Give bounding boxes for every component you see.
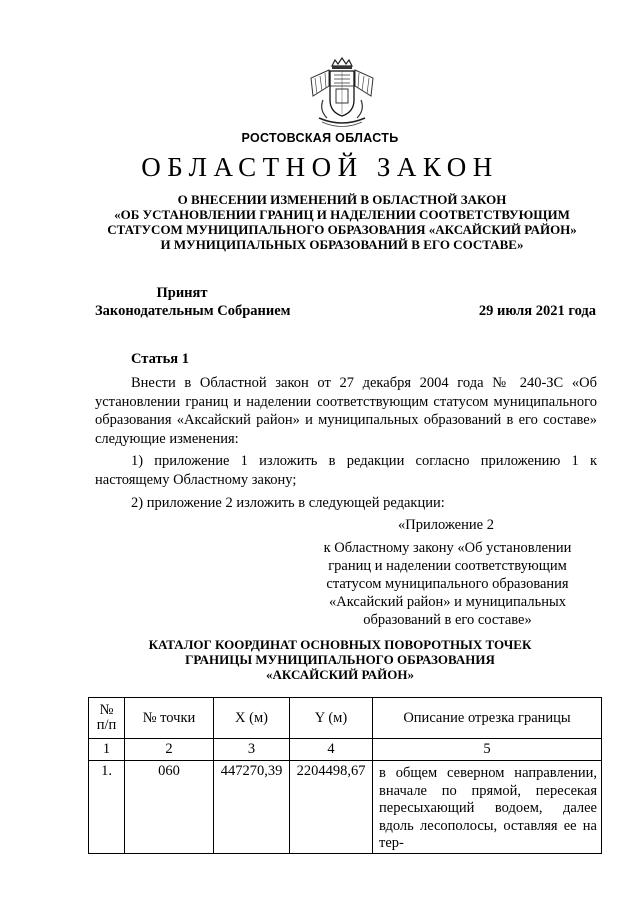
column-number: 5 bbox=[373, 739, 602, 761]
segment-description: в общем северном направлении, вначале по прямой, пересекая пересыхающий водоем, далее вдоль лесополосы, оставляя ее на тер- bbox=[373, 761, 602, 854]
appendix-reference-line: к Областному закону «Об установлении bbox=[323, 540, 572, 556]
column-numbers-row bbox=[89, 739, 602, 761]
y-coordinate: 2204498,67 bbox=[290, 761, 373, 854]
column-header-description: Описание отрезка границы bbox=[373, 698, 602, 739]
catalog-title bbox=[80, 637, 600, 682]
column-header-number-line: п/п bbox=[96, 717, 117, 733]
article-intro-paragraph bbox=[95, 374, 597, 448]
point-number: 060 bbox=[125, 761, 214, 854]
adopted-label: Принят bbox=[156, 285, 208, 301]
coat-of-arms-emblem bbox=[305, 56, 379, 130]
row-number: 1. bbox=[89, 761, 125, 854]
column-header-number-line: № bbox=[99, 702, 114, 718]
region-name: РОСТОВСКАЯ ОБЛАСТЬ bbox=[241, 131, 399, 145]
column-number: 3 bbox=[214, 739, 290, 761]
table-header-row bbox=[89, 698, 602, 739]
catalog-title-line: «АКСАЙСКИЙ РАЙОН» bbox=[265, 667, 415, 682]
column-number: 4 bbox=[290, 739, 373, 761]
law-type-heading: ОБЛАСТНОЙ ЗАКОН bbox=[141, 152, 499, 182]
article-item-2 bbox=[95, 494, 597, 513]
column-number: 1 bbox=[89, 739, 125, 761]
appendix-reference-line: границ и наделении соответствующим bbox=[328, 558, 567, 574]
adopted-by-body: Законодательным Собранием bbox=[95, 303, 291, 319]
law-title-line: И МУНИЦИПАЛЬНЫХ ОБРАЗОВАНИЙ В ЕГО СОСТАВЕ» bbox=[160, 237, 524, 252]
article-intro-text: Внести в Областной закон от 27 декабря 2004 года № 240-ЗС «Об установлении границ и наделении соответствующим статусом муниципального образования «Аксайский район» и муниципальных образований в его составе» следующие изменения: bbox=[95, 375, 597, 447]
catalog-title-line: ГРАНИЦЫ МУНИЦИПАЛЬНОГО ОБРАЗОВАНИЯ bbox=[185, 652, 495, 667]
appendix-reference-line: статусом муниципального образования bbox=[326, 576, 569, 592]
law-title-line: СТАТУСОМ МУНИЦИПАЛЬНОГО ОБРАЗОВАНИЯ «АКСАЙСКИЙ РАЙОН» bbox=[107, 222, 577, 237]
appendix-heading: «Приложение 2 bbox=[398, 517, 494, 533]
law-title-line: «ОБ УСТАНОВЛЕНИИ ГРАНИЦ И НАДЕЛЕНИИ СООТВЕТСТВУЮЩИМ bbox=[114, 207, 570, 222]
law-title bbox=[70, 192, 614, 252]
article-heading: Статья 1 bbox=[131, 351, 189, 367]
column-header-y: Y (м) bbox=[290, 698, 373, 739]
table-row bbox=[89, 761, 602, 854]
column-header-number bbox=[89, 698, 125, 739]
coordinates-table bbox=[88, 697, 602, 854]
catalog-title-line: КАТАЛОГ КООРДИНАТ ОСНОВНЫХ ПОВОРОТНЫХ ТОЧЕК bbox=[148, 637, 532, 652]
adoption-date: 29 июля 2021 года bbox=[478, 303, 596, 319]
article-item-2-text: 2) приложение 2 изложить в следующей редакции: bbox=[131, 495, 445, 511]
article-item-1-text: 1) приложение 1 изложить в редакции согласно приложению 1 к настоящему Областному закону; bbox=[95, 453, 597, 488]
article-item-1 bbox=[95, 452, 597, 489]
column-header-point: № точки bbox=[125, 698, 214, 739]
column-number: 2 bbox=[125, 739, 214, 761]
appendix-reference bbox=[310, 539, 585, 629]
x-coordinate: 447270,39 bbox=[214, 761, 290, 854]
appendix-reference-line: образований в его составе» bbox=[363, 612, 532, 628]
column-header-x: X (м) bbox=[214, 698, 290, 739]
law-title-line: О ВНЕСЕНИИ ИЗМЕНЕНИЙ В ОБЛАСТНОЙ ЗАКОН bbox=[177, 192, 507, 207]
appendix-reference-line: «Аксайский район» и муниципальных bbox=[329, 594, 566, 610]
